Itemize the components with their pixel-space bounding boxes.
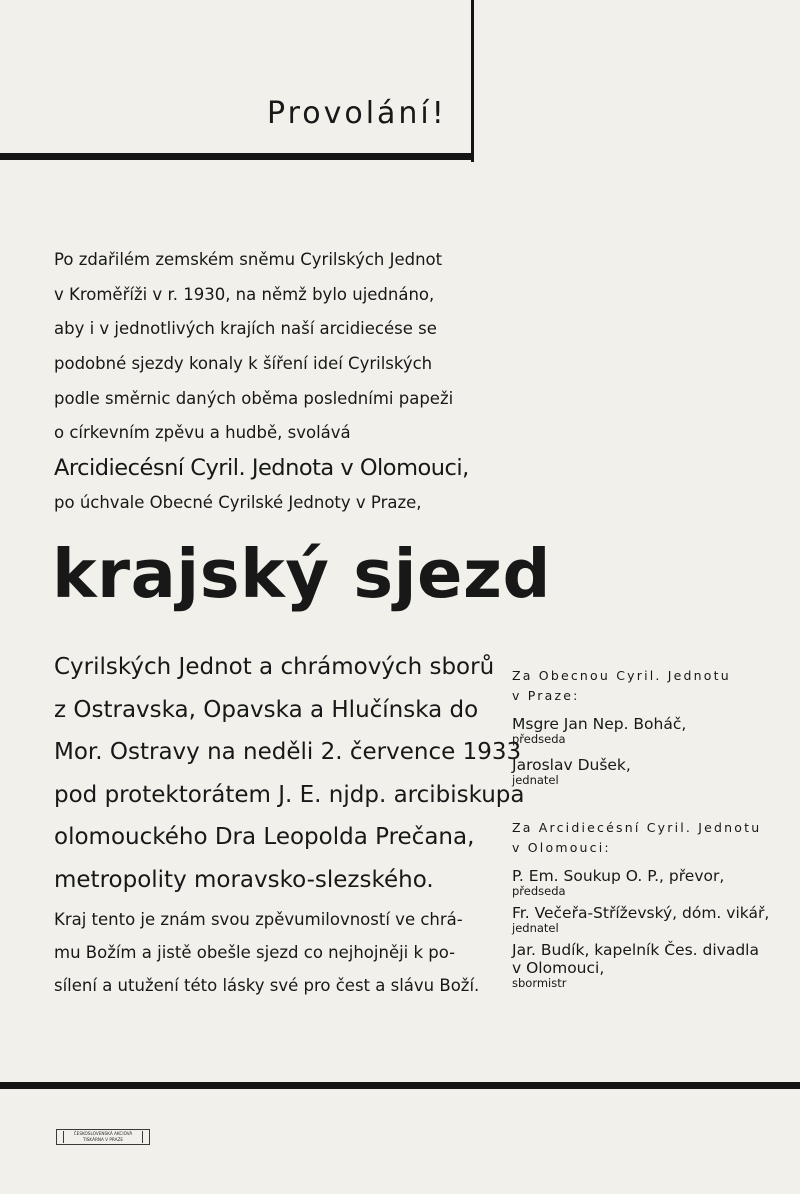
signatory-name: P. Em. Soukup O. P., převor,	[512, 867, 725, 885]
intro-line: Po zdařilém zemském sněmu Cyrilských Jednot	[54, 250, 443, 269]
details-line: Mor. Ostravy na neděli 2. července 1933	[54, 739, 522, 765]
intro-line: aby i v jednotlivých krajích naší arcidiecése se	[54, 319, 437, 339]
closing-line: mu Božím a jistě obešle sjezd co nejhojněji k po-	[54, 943, 456, 962]
page-title: Provolání!	[267, 96, 447, 131]
printer-stamp-text	[63, 1131, 143, 1143]
signatories-group-2	[512, 818, 792, 990]
group-heading: Za Obecnou Cyril. Jednotu	[512, 668, 731, 683]
details-line: z Ostravska, Opavska a Hlučínska do	[54, 696, 479, 723]
event-details	[54, 646, 525, 901]
top-horizontal-rule	[0, 153, 474, 160]
intro-line: o církevním zpěvu a hudbě, svolává	[54, 423, 351, 443]
group-heading: v Praze:	[512, 688, 580, 703]
signatory-role: sbormistr	[512, 976, 567, 990]
bottom-horizontal-rule	[0, 1082, 800, 1089]
signatory-role: jednatel	[512, 773, 559, 787]
printer-stamp	[56, 1129, 150, 1145]
group-heading: v Olomouci:	[512, 840, 611, 855]
signatories-group-1	[512, 666, 792, 787]
closing-line: Kraj tento je znám svou zpěvumilovností ve chrá-	[54, 910, 463, 929]
closing-paragraph	[54, 903, 484, 1002]
signatory-role: předseda	[512, 884, 566, 898]
signatory-name-continued: v Olomouci,	[512, 959, 605, 977]
signatory-name: Msgre Jan Nep. Boháč,	[512, 715, 687, 733]
organizer-name: Arcidiecésní Cyril. Jednota v Olomouci,	[54, 455, 469, 482]
intro-line: podobné sjezdy konaly k šíření ideí Cyrilských	[54, 354, 433, 374]
printer-stamp-line: ČESKOSLOVENSKÁ AKCIOVÁ	[73, 1131, 133, 1136]
details-line: metropolity moravsko-slezského.	[54, 866, 434, 893]
signatory-role: jednatel	[512, 921, 559, 935]
intro-paragraph	[54, 243, 484, 521]
details-line: olomouckého Dra Leopolda Prečana,	[54, 824, 475, 850]
intro-line: v Kroměříži v r. 1930, na němž bylo ujednáno,	[54, 284, 435, 304]
intro-line: po úchvale Obecné Cyrilské Jednoty v Praze,	[54, 492, 422, 512]
intro-line: podle směrnic daných oběma posledními papeži	[54, 388, 454, 408]
signatory-name: Fr. Večeřa-Stříževský, dóm. vikář,	[512, 904, 770, 922]
signatory-name: Jaroslav Dušek,	[512, 756, 631, 774]
printer-stamp-line: TISKÁRNA V PRAZE	[82, 1137, 124, 1142]
signatory-name: Jar. Budík, kapelník Čes. divadla	[512, 941, 759, 959]
details-line: Cyrilských Jednot a chrámových sborů	[54, 654, 495, 680]
closing-line: sílení a utužení této lásky své pro čest a slávu Boží.	[54, 976, 480, 995]
group-heading: Za Arcidiecésní Cyril. Jednotu	[512, 820, 762, 835]
headline: krajský sjezd	[52, 535, 551, 613]
signatory-role: předseda	[512, 732, 566, 746]
details-line: pod protektorátem J. E. njdp. arcibiskupa	[54, 781, 525, 808]
top-vertical-rule	[471, 0, 474, 162]
